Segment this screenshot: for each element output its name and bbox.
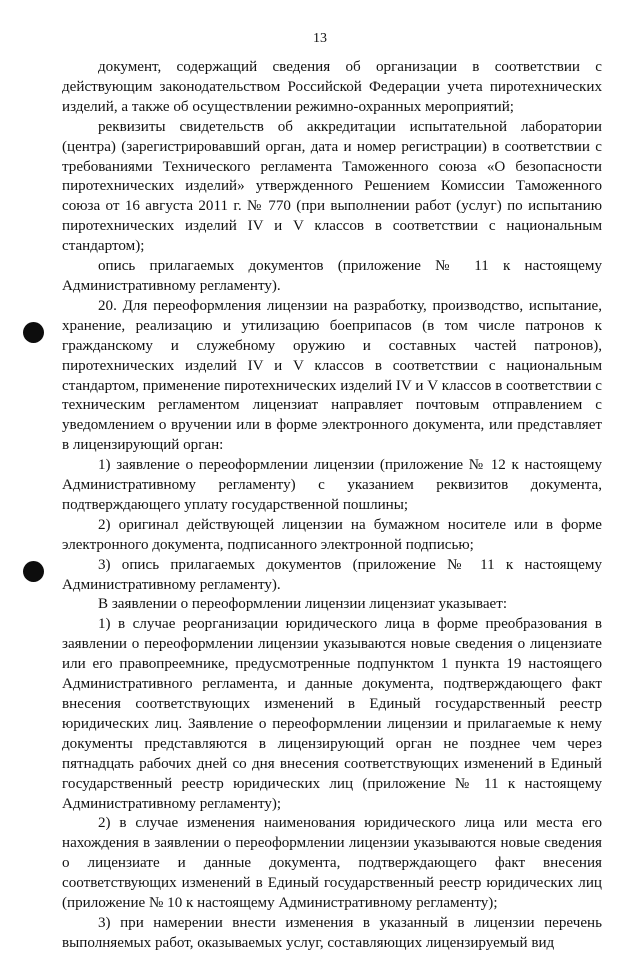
- paragraph-accreditation-details: реквизиты свидетельств об аккредитации испытательной лаборатории (центра) (зарегистрировавший орган, дата и номер регистрации) в соответствии с требованиями Технического регламента Таможенного союза «О безопасности пиротехнических изделий» утвержденного Решением Комиссии Таможенного союза от 16 августа 2011 г. № 770 (при выполнении работ (услуг) по испытанию пиротехнических изделий IV и V классов в соответствии с национальным стандартом);: [62, 118, 602, 255]
- paragraph-case-works-change: 3) при намерении внести изменения в указанный в лицензии перечень выполняемых работ, оказываемых услуг, составляющих лицензируемый вид: [62, 914, 602, 951]
- page-number: 13: [313, 31, 327, 46]
- paragraph-case-name-change: 2) в случае изменения наименования юридического лица или места его нахождения в заявлении о переоформлении лицензии указываются новые сведения о лицензиате и данные документа, подтверждающего факт внесения соответствующих изменений в Единый государственный реестр юридических лиц (приложение № 10 к настоящему Административному регламенту);: [62, 815, 602, 912]
- paragraph-document-inventory: опись прилагаемых документов (приложение № 11 к настоящему Административному регламенту).: [62, 258, 602, 294]
- paragraph-section-20: 20. Для переоформления лицензии на разработку, производство, испытание, хранение, реализацию и утилизацию боеприпасов (в том числе патронов к гражданскому и служебному оружию и составных частей патронов), пиротехнических изделий IV и V классов в соответствии с национальным стандартом, применение пиротехнических изделий IV и V классов в соответствии с техническим регламентом лицензиат направляет почтовым отправлением с уведомлением о вручении или в форме электронного документа, или представляет в лицензирующий орган:: [62, 297, 602, 454]
- paragraph-item-3-inventory: 3) опись прилагаемых документов (приложение № 11 к настоящему Административному регламенту).: [62, 556, 602, 593]
- paragraph-item-2-original-license: 2) оригинал действующей лицензии на бумажном носителе или в форме электронного документа, подписанного электронной подписью;: [62, 516, 602, 553]
- paragraph-item-1-application: 1) заявление о переоформлении лицензии (приложение № 12 к настоящему Административному регламенту) с указанием реквизитов документа, подтверждающего уплату государственной пошлины;: [62, 457, 602, 513]
- paragraph-organization-document: документ, содержащий сведения об организации в соответствии с действующим законодательством Российской Федерации учета пиротехнических изделий, а также об осуществлении режимно-охранных мероприятий;: [62, 59, 602, 115]
- paragraph-case-reorganization: 1) в случае реорганизации юридического лица в форме преобразования в заявлении о переоформлении лицензии указываются новые сведения о лицензиате или его правопреемнике, предусмотренные подпунктом 1 пункта 19 настоящего Административного регламента, и данные документа, подтверждающего факт внесения соответствующих изменений в Единый государственный реестр юридических лиц. Заявление о переоформлении лицензии и прилагаемые к нему документы представляются в лицензирующий орган не позднее чем через пятнадцать рабочих дней со дня внесения соответствующих изменений в Единый государственный реестр юридических лиц (приложение № 11 к настоящему Административному регламенту);: [62, 616, 602, 812]
- punch-hole-mark: [23, 561, 44, 582]
- paragraph-application-contents: В заявлении о переоформлении лицензии лицензиат указывает:: [98, 596, 508, 613]
- punch-hole-mark: [23, 322, 44, 343]
- document-body: [62, 58, 602, 954]
